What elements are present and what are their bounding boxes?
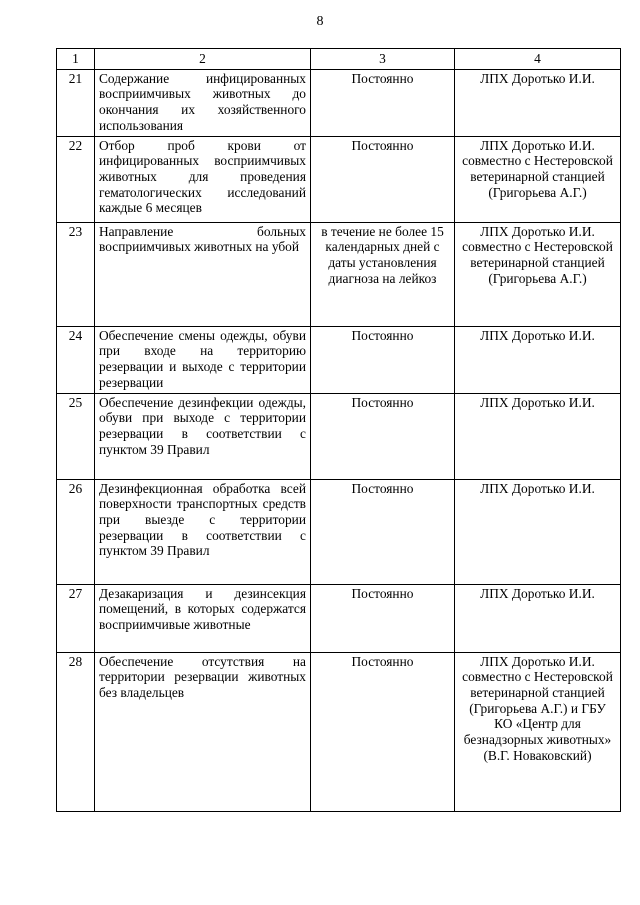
measure-term: в течение не более 15 календарных дней с даты установления диагноза на лейкоз (311, 222, 455, 326)
measure-term: Постоянно (311, 584, 455, 652)
measure-responsible: ЛПХ Доротько И.И. (455, 479, 621, 584)
row-number: 28 (57, 652, 95, 811)
measure-responsible: ЛПХ Доротько И.И. (455, 393, 621, 479)
table-row (57, 584, 621, 652)
measures-table (56, 48, 621, 812)
measure-term: Постоянно (311, 393, 455, 479)
measure-text: Обеспечение смены одежды, обуви при входе на территорию резервации и выходе с территории резервации (95, 326, 311, 393)
measure-responsible: ЛПХ Доротько И.И. совместно с Нестеровской ветеринарной станцией (Григорьева А.Г.) и ГБУ КО «Центр для безнадзорных животных» (В.Г. Новаковский) (455, 652, 621, 811)
column-header-4: 4 (455, 49, 621, 70)
row-number: 25 (57, 393, 95, 479)
row-number: 27 (57, 584, 95, 652)
measure-term: Постоянно (311, 479, 455, 584)
table-row (57, 479, 621, 584)
measure-text: Отбор проб крови от инфицированных восприимчивых животных для проведения гематологических исследований каждые 6 месяцев (95, 136, 311, 222)
table-row (57, 326, 621, 393)
measure-text: Содержание инфицированных восприимчивых животных до окончания их хозяйственного использования (95, 69, 311, 136)
measure-text: Дезакаризация и дезинсекция помещений, в которых содержатся восприимчивые животные (95, 584, 311, 652)
row-number: 24 (57, 326, 95, 393)
measure-term: Постоянно (311, 326, 455, 393)
measure-responsible: ЛПХ Доротько И.И. совместно с Нестеровской ветеринарной станцией (Григорьева А.Г.) (455, 222, 621, 326)
row-number: 23 (57, 222, 95, 326)
table-row (57, 652, 621, 811)
measure-text: Обеспечение отсутствия на территории резервации животных без владельцев (95, 652, 311, 811)
column-header-1: 1 (57, 49, 95, 70)
table-row (57, 222, 621, 326)
row-number: 22 (57, 136, 95, 222)
row-number: 26 (57, 479, 95, 584)
table-row (57, 393, 621, 479)
measure-term: Постоянно (311, 69, 455, 136)
measure-responsible: ЛПХ Доротько И.И. (455, 584, 621, 652)
column-header-2: 2 (95, 49, 311, 70)
measure-term: Постоянно (311, 136, 455, 222)
measure-text: Обеспечение дезинфекции одежды, обуви при выходе с территории резервации в соответствии с пунктом 39 Правил (95, 393, 311, 479)
table-header-row (57, 49, 621, 70)
measure-responsible: ЛПХ Доротько И.И. (455, 69, 621, 136)
measure-term: Постоянно (311, 652, 455, 811)
column-header-3: 3 (311, 49, 455, 70)
page-number: 8 (316, 14, 324, 29)
measure-text: Направление больных восприимчивых животных на убой (95, 222, 311, 326)
measure-responsible: ЛПХ Доротько И.И. совместно с Нестеровской ветеринарной станцией (Григорьева А.Г.) (455, 136, 621, 222)
row-number: 21 (57, 69, 95, 136)
measure-responsible: ЛПХ Доротько И.И. (455, 326, 621, 393)
measure-text: Дезинфекционная обработка всей поверхности транспортных средств при выезде с территории резервации в соответствии с пунктом 39 Правил (95, 479, 311, 584)
table-row (57, 69, 621, 136)
table-row (57, 136, 621, 222)
